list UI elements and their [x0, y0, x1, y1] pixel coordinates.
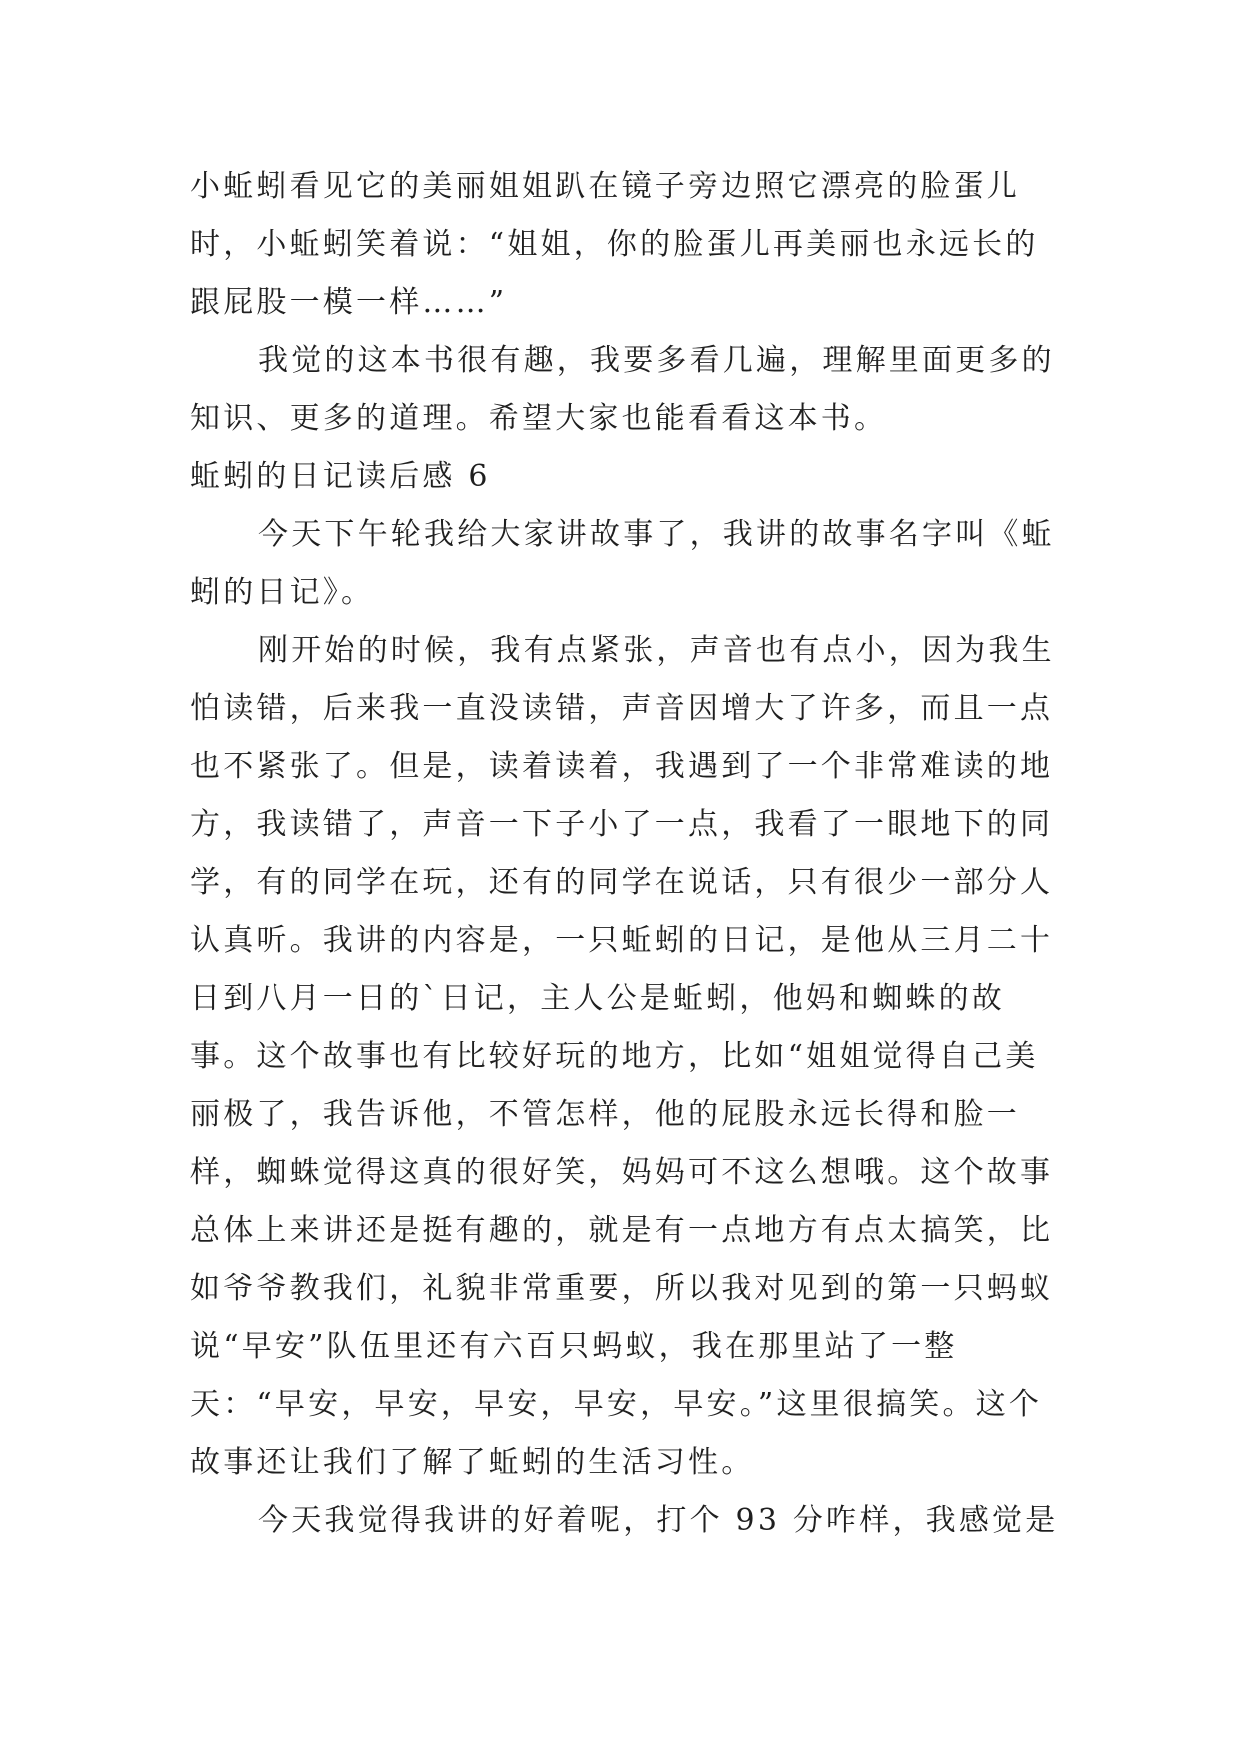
paragraph-dialogue: 小蚯蚓看见它的美丽姐姐趴在镜子旁边照它漂亮的脸蛋儿时，小蚯蚓笑着说：“姐姐，你的脸蛋儿再美丽也永远长的跟屁股一模一样……” — [190, 169, 1039, 320]
section-heading: 蚯蚓的日记读后感 6 — [190, 459, 491, 494]
paragraph-intro: 今天下午轮我给大家讲故事了，我讲的故事名字叫《蚯蚓的日记》。 — [190, 517, 1055, 610]
document-body — [190, 158, 1070, 1550]
paragraph-opinion: 我觉的这本书很有趣，我要多看几遍，理解里面更多的知识、更多的道理。希望大家也能看看这本书。 — [190, 343, 1055, 436]
paragraph-conclusion: 今天我觉得我讲的好着呢，打个 93 分咋样，我感觉是 — [258, 1503, 1059, 1538]
paragraph-story: 刚开始的时候，我有点紧张，声音也有点小，因为我生怕读错，后来我一直没读错，声音因增大了许多，而且一点也不紧张了。但是，读着读着，我遇到了一个非常难读的地方，我读错了，声音一下子小了一点，我看了一眼地下的同学，有的同学在玩，还有的同学在说话，只有很少一部分人认真听。我讲的内容是，一只蚯蚓的日记，是他从三月二十日到八月一日的`日记，主人公是蚯蚓，他妈和蜘蛛的故事。这个故事也有比较好玩的地方，比如“姐姐觉得自己美丽极了，我告诉他，不管怎样，他的屁股永远长得和脸一样，蜘蛛觉得这真的很好笑，妈妈可不这么想哦。这个故事总体上来讲还是挺有趣的，就是有一点地方有点太搞笑，比如爷爷教我们，礼貌非常重要，所以我对见到的第一只蚂蚁说“早安”队伍里还有六百只蚂蚁，我在那里站了一整天：“早安，早安，早安，早安，早安。”这里很搞笑。这个故事还让我们了解了蚯蚓的生活习性。 — [190, 633, 1055, 1480]
